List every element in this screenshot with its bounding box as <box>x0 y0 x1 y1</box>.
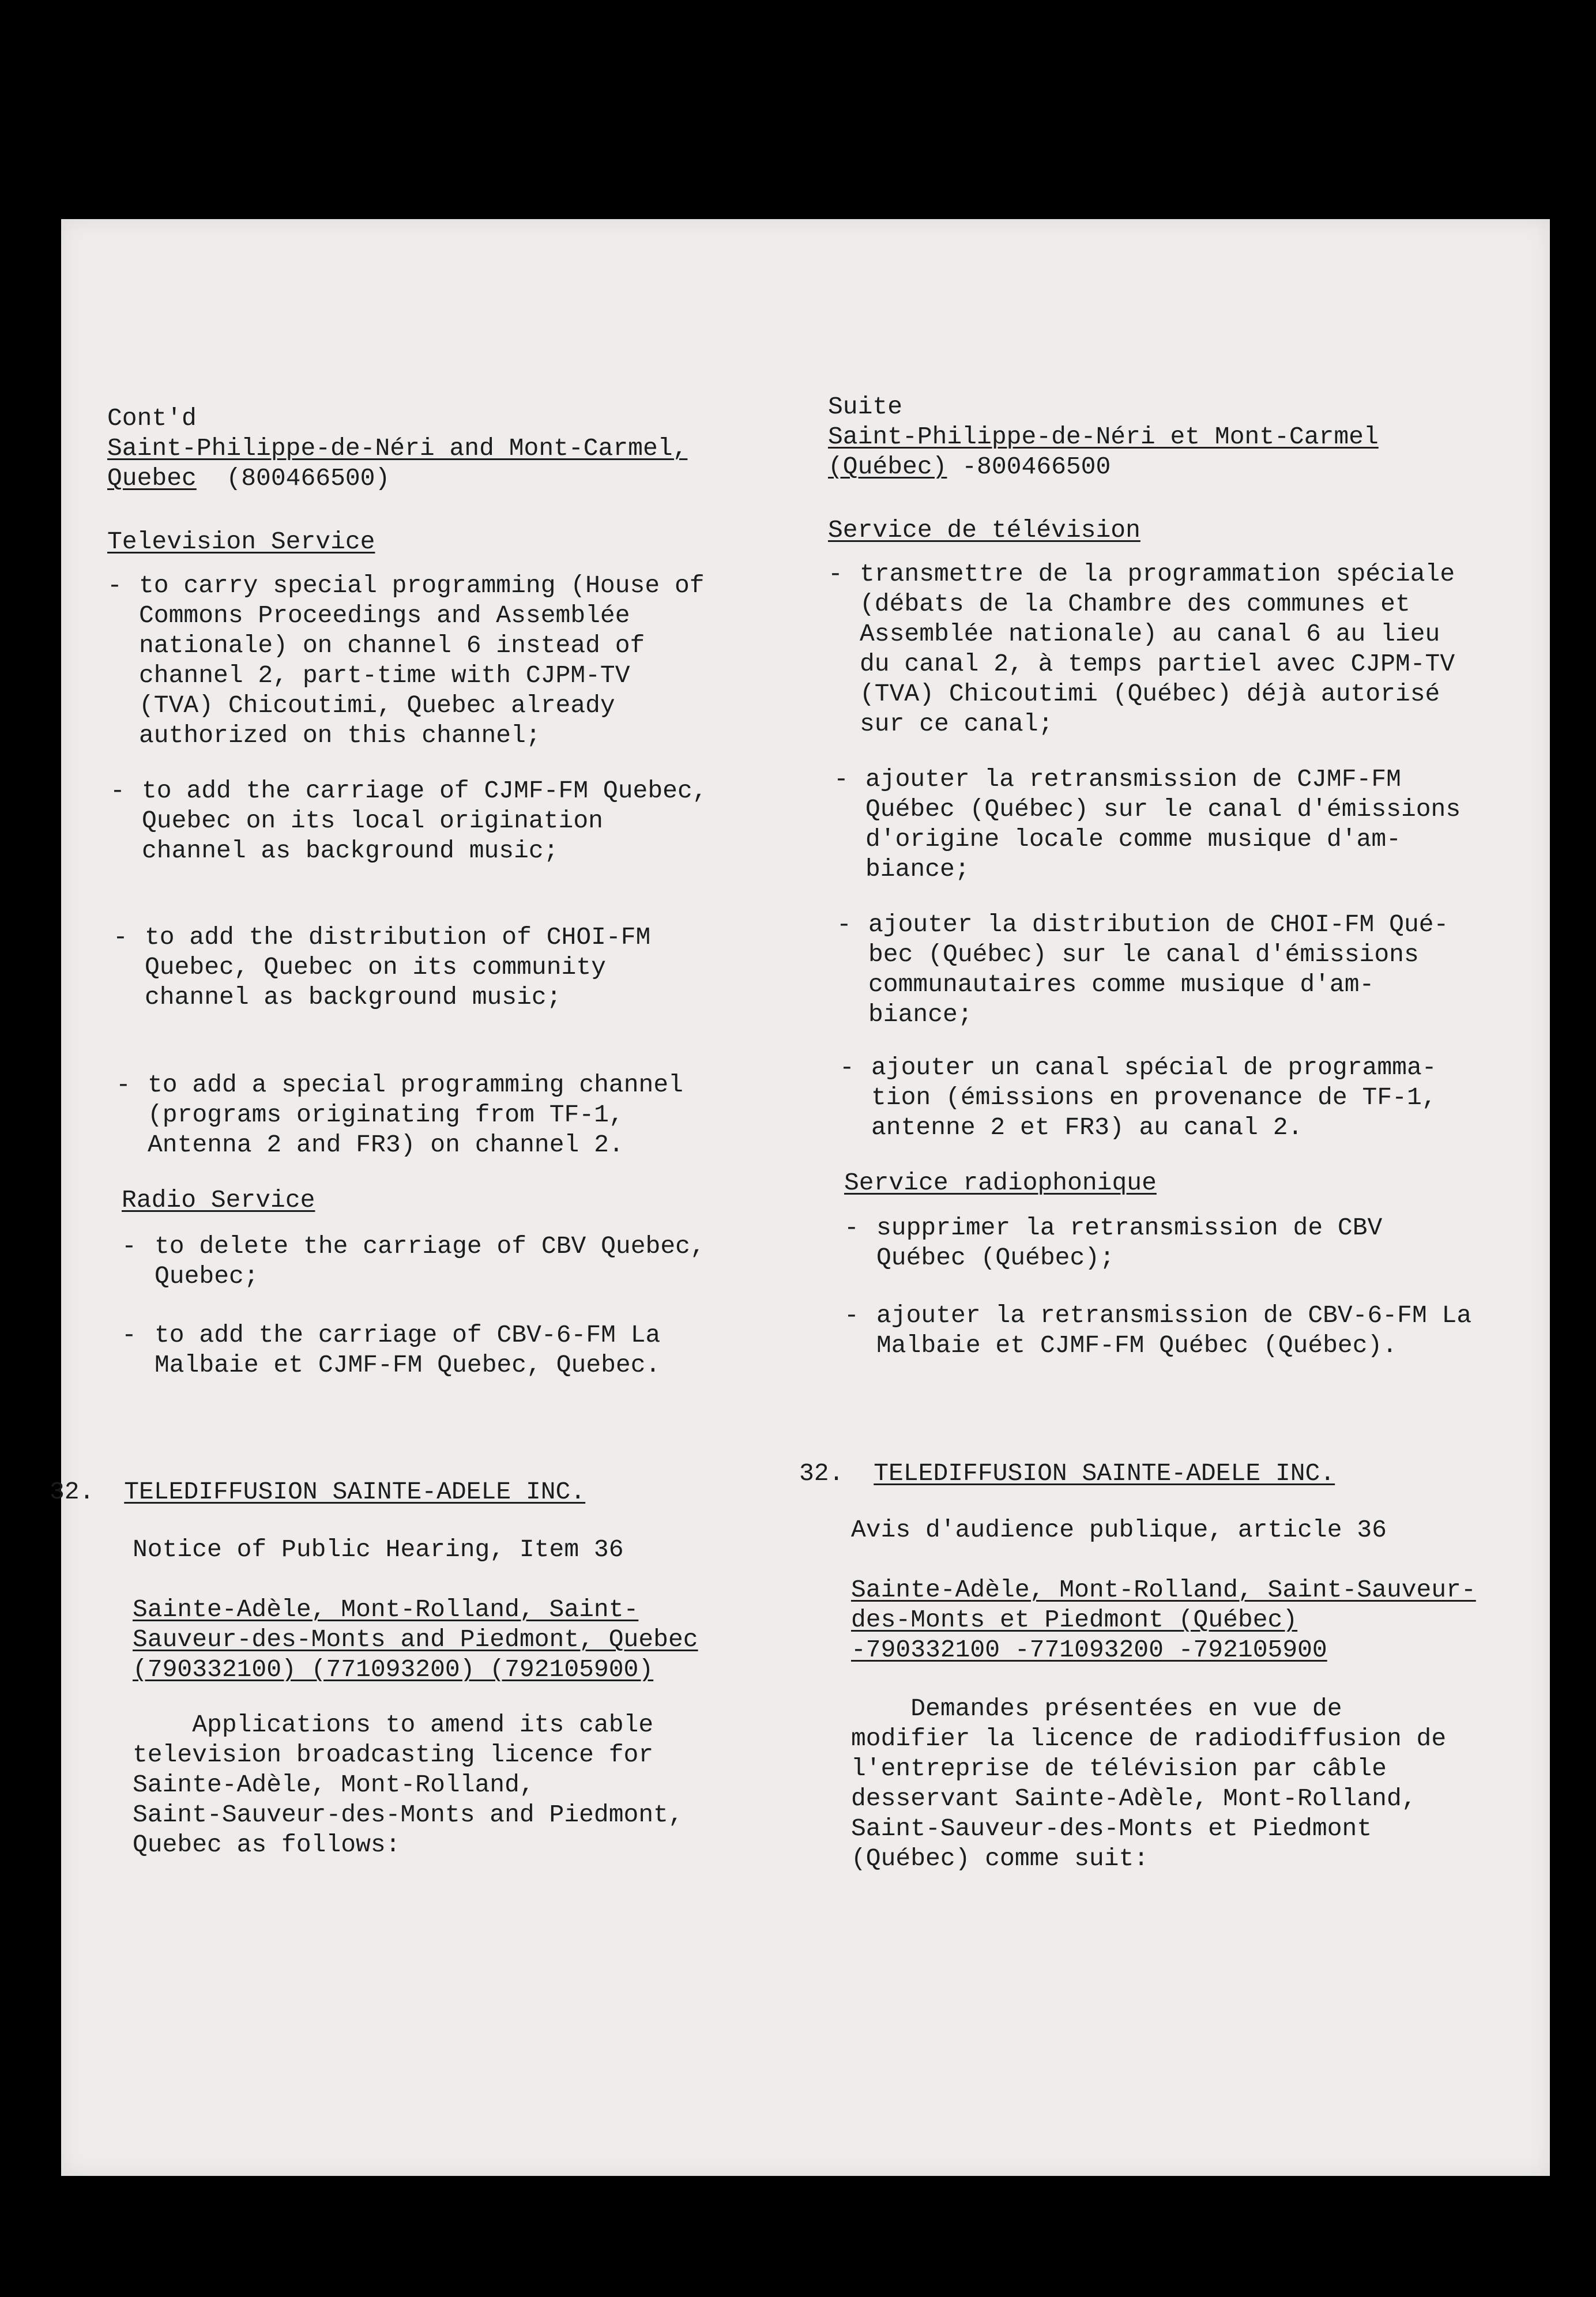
item-line: bec (Québec) sur le canal d'émissions <box>868 940 1419 969</box>
tv-item-3 <box>828 910 1537 1030</box>
tv-item-2 <box>107 776 788 866</box>
item-line: to add the carriage of CJMF-FM Quebec, <box>142 777 707 805</box>
location-file-number: (800466500) <box>196 464 390 492</box>
location-line: (790332100) (771093200) (792105900) <box>133 1655 654 1684</box>
item-line: to add a special programming channel <box>148 1071 683 1099</box>
company-name: TELEDIFFUSION SAINTE-ADELE INC. <box>124 1478 586 1506</box>
tv-item-1 <box>107 571 788 751</box>
bullet-dash: - <box>837 910 852 939</box>
item-line: Malbaie et CJMF-FM Quebec, Quebec. <box>155 1351 661 1379</box>
company-name: TELEDIFFUSION SAINTE-ADELE INC. <box>874 1459 1335 1488</box>
location-line: -790332100 -771093200 -792105900 <box>851 1636 1327 1664</box>
location-province: (Québec) <box>828 453 947 481</box>
tv-item-3 <box>107 922 788 1012</box>
item-line: nationale) on channel 6 instead of <box>139 631 645 660</box>
item-line: supprimer la retransmission de CBV <box>876 1214 1383 1242</box>
paragraph-line: l'entreprise de télévision par câble <box>851 1754 1387 1783</box>
location-line-1: Saint-Philippe-de-Néri and Mont-Carmel, <box>107 434 688 462</box>
item-line: ajouter la retransmission de CBV-6-FM La <box>876 1301 1472 1330</box>
document-page <box>50 219 1550 2176</box>
item-line: sur ce canal; <box>860 710 1053 738</box>
item-line: ajouter un canal spécial de programma- <box>871 1053 1437 1082</box>
item-line: communautaires comme musique d'am- <box>868 970 1375 999</box>
item-line: Antenna 2 and FR3) on channel 2. <box>148 1131 624 1159</box>
hearing-notice: Notice of Public Hearing, Item 36 <box>133 1535 624 1564</box>
bullet-dash: - <box>107 571 122 600</box>
applications-paragraph <box>133 1710 788 1860</box>
item-line: ajouter la retransmission de CJMF-FM <box>865 765 1401 793</box>
item-line: Quebec; <box>155 1262 259 1290</box>
item-line: d'origine locale comme musique d'am- <box>865 825 1401 853</box>
bullet-dash: - <box>122 1232 137 1260</box>
bullet-dash: - <box>844 1301 859 1330</box>
tv-item-4 <box>107 1070 788 1160</box>
bullet-dash: - <box>840 1053 855 1082</box>
item-line: tion (émissions en provenance de TF-1, <box>871 1083 1437 1112</box>
item-line: to add the distribution of CHOI-FM <box>145 923 651 951</box>
paragraph-line: Sainte-Adèle, Mont-Rolland, <box>133 1771 534 1799</box>
item-line: (débats de la Chambre des communes et <box>860 590 1410 618</box>
tv-item-2 <box>828 765 1537 884</box>
item-line: channel 2, part-time with CJPM-TV <box>139 661 630 690</box>
location-line-1: Saint-Philippe-de-Néri et Mont-Carmel <box>828 423 1379 451</box>
item-line: channel as background music; <box>145 983 562 1011</box>
item-line: channel as background music; <box>142 837 559 865</box>
item-line: to add the carriage of CBV-6-FM La <box>155 1321 661 1349</box>
french-column <box>799 392 1537 1874</box>
paragraph-line: desservant Sainte-Adèle, Mont-Rolland, <box>851 1784 1417 1813</box>
item-line: Assemblée nationale) au canal 6 au lieu <box>860 620 1440 648</box>
paragraph-line: (Québec) comme suit: <box>851 1844 1149 1873</box>
bullet-dash: - <box>116 1071 131 1099</box>
bullet-dash: - <box>834 765 849 793</box>
tv-service-heading: Television Service <box>107 528 375 556</box>
paragraph-line: modifier la licence de radiodiffusion de <box>851 1724 1447 1753</box>
item-line: Québec (Québec) sur le canal d'émissions <box>865 795 1461 823</box>
bullet-dash: - <box>122 1321 137 1349</box>
english-column <box>50 404 788 1860</box>
item-line: Québec (Québec); <box>876 1244 1115 1272</box>
paragraph-line: Demandes présentées en vue de <box>851 1694 1342 1723</box>
location-line-2 <box>828 452 1537 482</box>
item-line: Malbaie et CJMF-FM Québec (Québec). <box>876 1331 1398 1360</box>
radio-item-2 <box>107 1320 788 1380</box>
paragraph-line: Saint-Sauveur-des-Monts et Piedmont <box>851 1814 1372 1843</box>
applications-paragraph <box>851 1694 1537 1874</box>
item-line: (TVA) Chicoutimi (Québec) déjà autorisé <box>860 680 1440 708</box>
item-line: authorized on this channel; <box>139 721 541 750</box>
item-line: to carry special programming (House of <box>139 571 705 600</box>
item-line: (programs originating from TF-1, <box>148 1101 624 1129</box>
item-line: Quebec on its local origination <box>142 807 603 835</box>
item-line: biance; <box>865 855 970 883</box>
item-line: antenne 2 et FR3) au canal 2. <box>871 1113 1303 1142</box>
location-line: Sainte-Adèle, Mont-Rolland, Saint-Sauveur- <box>851 1576 1476 1604</box>
location-line-2 <box>107 464 788 494</box>
paragraph-line: Applications to amend its cable <box>133 1711 654 1739</box>
bullet-dash: - <box>113 923 128 951</box>
item-line: Quebec, Quebec on its community <box>145 953 606 981</box>
item-line: Commons Proceedings and Assemblée <box>139 601 630 630</box>
item-line: du canal 2, à temps partiel avec CJPM-TV <box>860 650 1455 678</box>
hearing-notice: Avis d'audience publique, article 36 <box>851 1516 1387 1544</box>
bullet-dash: - <box>110 777 125 805</box>
company-heading-row <box>50 1477 730 1507</box>
location-line: Sainte-Adèle, Mont-Rolland, Saint- <box>133 1595 639 1624</box>
hearing-location <box>133 1595 788 1685</box>
radio-service-heading: Radio Service <box>122 1186 315 1214</box>
tv-item-4 <box>828 1053 1537 1143</box>
location-file-number: -800466500 <box>947 453 1111 481</box>
hearing-location <box>851 1575 1537 1665</box>
radio-item-1 <box>107 1232 788 1291</box>
suite-label: Suite <box>828 393 903 421</box>
paragraph-line: Saint-Sauveur-des-Monts and Piedmont, <box>133 1801 683 1829</box>
item-line: biance; <box>868 1000 973 1029</box>
item-line: to delete the carriage of CBV Quebec, <box>155 1232 705 1260</box>
radio-item-2 <box>828 1301 1537 1361</box>
company-heading-row <box>799 1459 1508 1489</box>
bullet-dash: - <box>828 560 843 588</box>
radio-item-1 <box>828 1213 1537 1273</box>
paragraph-line: Quebec as follows: <box>133 1831 401 1859</box>
tv-service-heading: Service de télévision <box>828 516 1140 544</box>
bullet-dash: - <box>844 1214 859 1242</box>
item-number: 32. <box>50 1478 95 1506</box>
location-line: Sauveur-des-Monts and Piedmont, Quebec <box>133 1625 698 1654</box>
contd-label: Cont'd <box>107 404 197 432</box>
item-line: transmettre de la programmation spéciale <box>860 560 1455 588</box>
item-line: (TVA) Chicoutimi, Quebec already <box>139 691 615 720</box>
radio-service-heading: Service radiophonique <box>844 1169 1157 1197</box>
item-line: ajouter la distribution de CHOI-FM Qué- <box>868 910 1449 939</box>
location-line: des-Monts et Piedmont (Québec) <box>851 1606 1298 1634</box>
tv-item-1 <box>828 559 1537 739</box>
location-province: Quebec <box>107 464 197 492</box>
item-number: 32. <box>799 1459 844 1488</box>
paragraph-line: television broadcasting licence for <box>133 1741 654 1769</box>
